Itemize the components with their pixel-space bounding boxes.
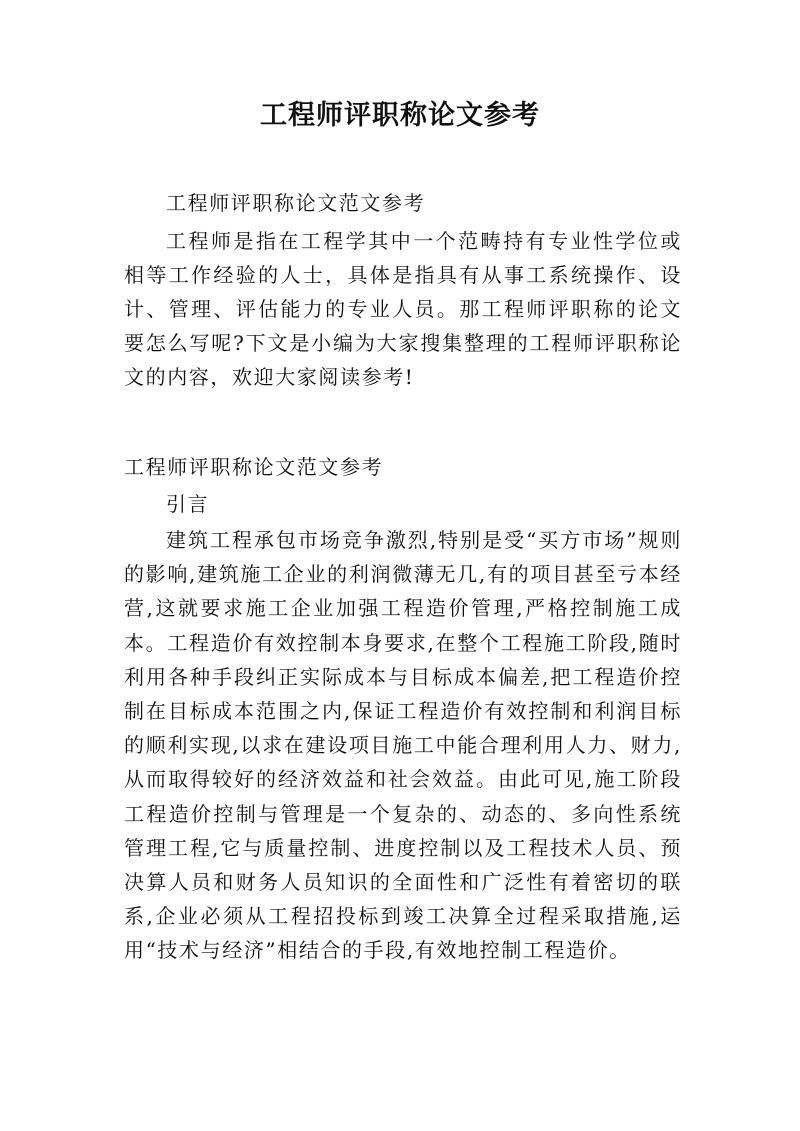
subtitle-first: 工程师评职称论文范文参考 — [166, 191, 426, 215]
document-title: 工程师评职称论文参考 — [260, 100, 540, 131]
subtitle-second: 工程师评职称论文范文参考 — [124, 455, 384, 479]
intro-paragraph: 工程师是指在工程学其中一个范畴持有专业性学位或相等工作经验的人士，具体是指具有从事工系统操作、设计、管理、评估能力的专业人员。那工程师评职称的论文要怎么写呢?下文是小编为大家搜集整理的工程师评职称论文的内容，欢迎大家阅读参考! — [124, 229, 682, 389]
body-paragraph: 建筑工程承包市场竞争激烈,特别是受“买方市场”规则的影响,建筑施工企业的利润微薄无几,有的项目甚至亏本经营,这就要求施工企业加强工程造价管理,严格控制施工成本。工程造价有效控制本身要求,在整个工程施工阶段,随时利用各种手段纠正实际成本与目标成本偏差,把工程造价控制在目标成本范围之内,保证工程造价有效控制和利润目标的顺利实现,以求在建设项目施工中能合理利用人力、财力,从而取得较好的经济效益和社会效益。由此可见,施工阶段工程造价控制与管理是一个复杂的、动态的、多向性系统管理工程,它与质量控制、进度控制以及工程技术人员、预决算人员和财务人员知识的全面性和广泛性有着密切的联系,企业必须从工程招投标到竣工决算全过程采取措施,运用“技术与经济”相结合的手段,有效地控制工程造价。 — [124, 528, 682, 963]
section-heading-intro: 引言 — [166, 492, 210, 516]
